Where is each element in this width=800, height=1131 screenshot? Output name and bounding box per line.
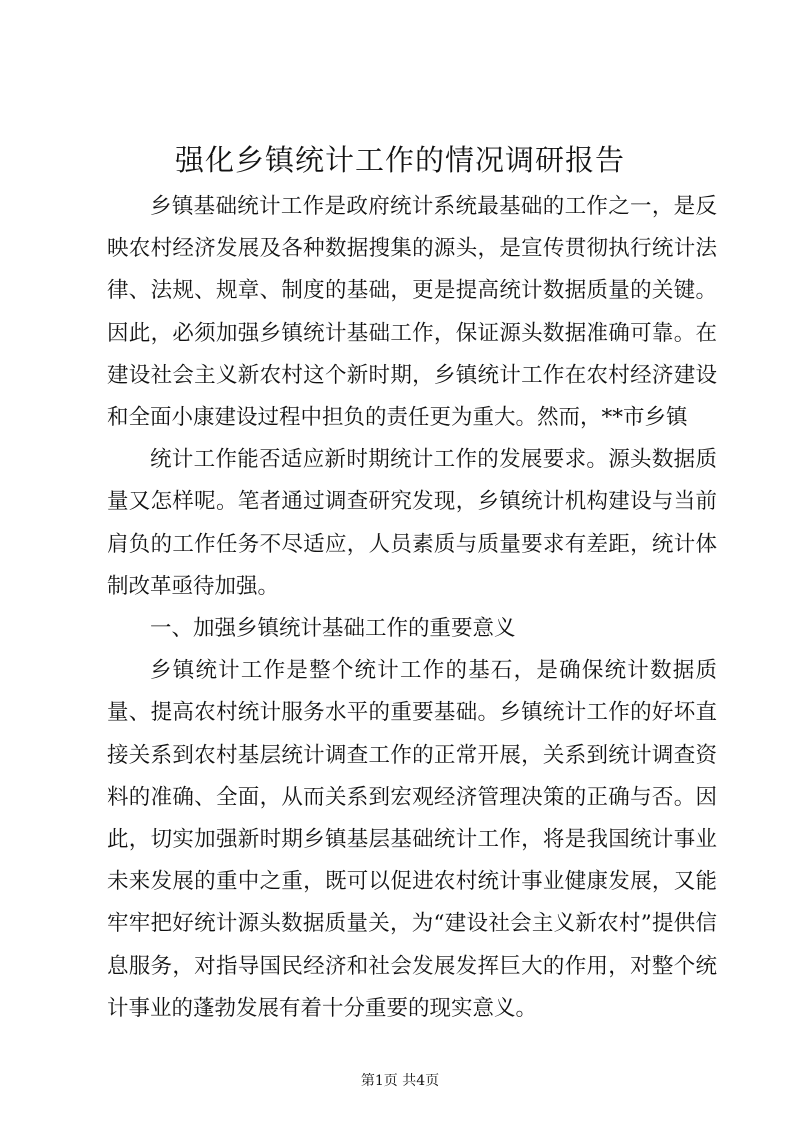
paragraph-significance: 乡镇统计工作是整个统计工作的基石，是确保统计数据质量、提高农村统计服务水平的重要基础。乡镇统计工作的好坏直接关系到农村基层统计调查工作的正常开展，关系到统计调查资料的准确、全面，从而关系到宏观经济管理决策的正确与否。因此，切实加强新时期乡镇基层基础统计工作，将是我国统计事业未来发展的重中之重，既可以促进农村统计事业健康发展，又能牢牢把好统计源头数据质量关，为“建设社会主义新农村”提供信息服务，对指导国民经济和社会发展发挥巨大的作用，对整个统计事业的蓬勃发展有着十分重要的现实意义。: [107, 658, 717, 1021]
paragraph-intro: 乡镇基础统计工作是政府统计系统最基础的工作之一，是反映农村经济发展及各种数据搜集的源头，是宣传贯彻执行统计法律、法规、规章、制度的基础，更是提高统计数据质量的关键。因此，必须加强乡镇统计基础工作，保证源头数据准确可靠。在建设社会主义新农村这个新时期，乡镇统计工作在农村经济建设和全面小康建设过程中担负的责任更为重大。然而，**市乡镇: [107, 194, 717, 431]
section-heading-1: 一、加强乡镇统计基础工作的重要意义: [150, 616, 516, 642]
paragraph-continuation: 统计工作能否适应新时期统计工作的发展要求。源头数据质量又怎样呢。笔者通过调查研究发现，乡镇统计机构建设与当前肩负的工作任务不尽适应，人员素质与质量要求有差距，统计体制改革亟待加强。: [107, 447, 717, 599]
page-footer: 第1页 共4页: [360, 1073, 440, 1089]
document-title: 强化乡镇统计工作的情况调研报告: [174, 143, 625, 177]
document-body: [107, 186, 717, 1030]
